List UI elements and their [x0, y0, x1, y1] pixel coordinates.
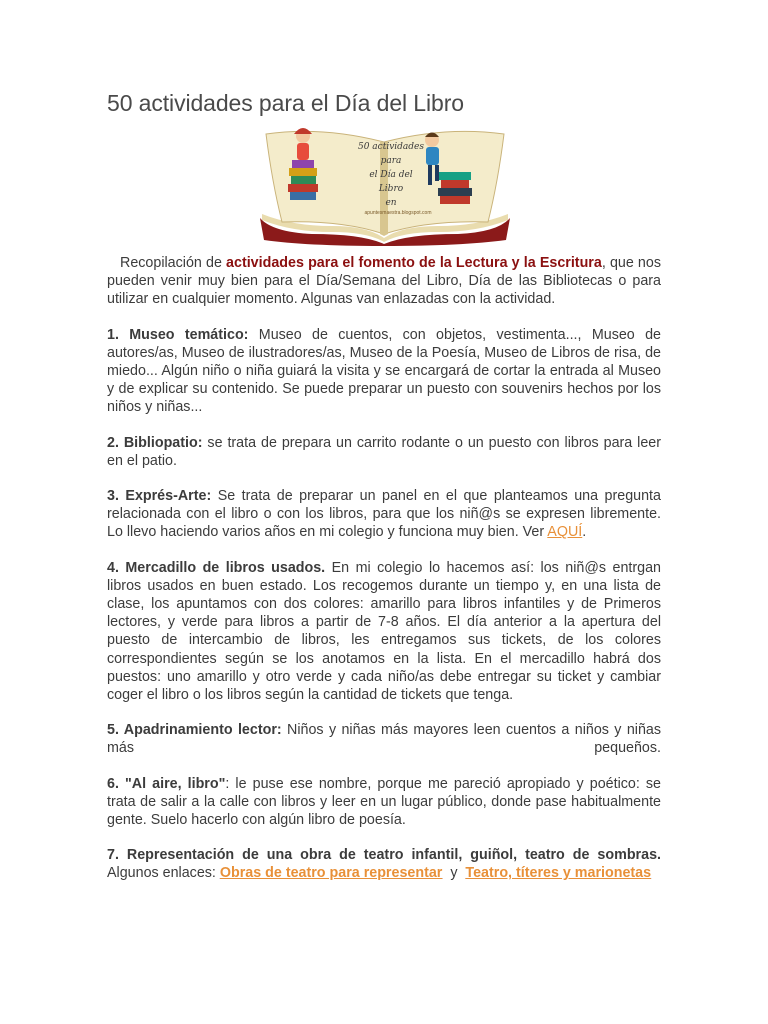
theatre-plays-link-label: Obras de teatro para representar [219, 865, 443, 882]
activity-item [107, 434, 661, 470]
puppets-link[interactable] [465, 865, 651, 881]
book-caption-line: 50 actividades [357, 142, 424, 152]
activity-text: se trata de prepara un carrito rodante o un puesto con libros para leer en el patio. [107, 434, 662, 469]
activity-title: 5. Apadrinamiento lector: [107, 722, 282, 739]
activity-title: 1. Museo temático: [107, 326, 249, 343]
book-illustration [252, 122, 517, 246]
intro-highlight: actividades para el fomento de la Lectura y la Escritura [226, 255, 602, 271]
activity-item [107, 559, 661, 705]
activity-item [107, 846, 661, 882]
activity-title: 2. Bibliopatio: [107, 434, 203, 451]
book-caption-line: el Día del Libro [369, 170, 413, 194]
activity-item [107, 487, 661, 542]
book-caption-line: en [385, 198, 397, 208]
article-body [107, 254, 661, 900]
intro-text: , que nos pueden venir muy bien para el Día/Semana del Libro, Día de las Bibliotecas o para utilizar en cualquier momento. Algunas van enlazadas con la actividad. [107, 255, 661, 308]
intro-paragraph [107, 254, 661, 309]
intro-text: Recopilación de [120, 255, 227, 271]
activity-item [107, 775, 661, 830]
puppets-link-label: Teatro, títeres y marionetas [465, 865, 652, 882]
activity-text: Algunos enlaces: [107, 865, 220, 882]
activity-text: : le puse ese nombre, porque me pareció apropiado y poético: se trata de salir a la calle con libros y leer en un lugar público, donde pase habitualmente gente. Suelo hacerlo con algún libro de poesía. [107, 775, 661, 829]
page-title: 50 actividades para el Día del Libro [107, 90, 464, 116]
activity-item [107, 721, 661, 757]
book-caption [356, 140, 426, 210]
activity-title: 7. Representación de una obra de teatro infantil, guiñol, teatro de sombras. [107, 847, 661, 864]
activity-text: Museo de cuentos, con objetos, vestimenta..., Museo de autores/as, Museo de ilustradores/as, Museo de la Poesía, Museo de Libros de risa, de miedo... Algún niño o niña guiará la visita y se encargará de cortar la entrada al Museo y de explicar su contenido. Se puede preparar un puesto con souvenirs hechos por los niños y niñas... [107, 326, 661, 416]
book-url: apuntesmaestra.blogspot.com [364, 210, 432, 216]
activity-item [107, 326, 661, 417]
activity-title: 4. Mercadillo de libros usados. [107, 559, 326, 576]
theatre-plays-link[interactable] [220, 865, 443, 881]
activity-text: y [442, 865, 466, 882]
activity-text: Se trata de preparar un panel en el que planteamos una pregunta relacionada con el libro o con los libros, para que los niñ@s se expresen libremente. Lo llevo haciendo varios años en mi colegio y funciona muy bien. Ver [107, 488, 661, 541]
book-caption-line: para [380, 156, 402, 166]
activity-title: 3. Exprés-Arte: [107, 488, 212, 505]
aqui-link[interactable]: AQUÍ [547, 524, 583, 541]
activity-text: En mi colegio lo hacemos así: los niñ@s entrgan libros usados en buen estado. Los recogemos durante un tiempo y, en una lista de clase, los apuntamos con dos colores: amarillo para libros infantiles y de Primeros lectores, y verde para libros a partir de 7-8 años. El día anterior a la apertura del puesto de intercambio de libros, les entregamos sus tickets, de los colores correspondientes según se los anotamos en la lista. En el mercadillo habrá dos puestos: uno amarillo y otro verde y cada niño/as debe entregar su ticket y cambiar coger el libro o los libros según la cantidad de tickets que tenga. [107, 559, 661, 704]
activity-text: Niños y niñas más mayores leen cuentos a niños y niñas más pequeños. [107, 722, 661, 757]
activity-title: 6. "Al aire, libro" [107, 775, 226, 792]
activity-text: . [582, 524, 587, 541]
